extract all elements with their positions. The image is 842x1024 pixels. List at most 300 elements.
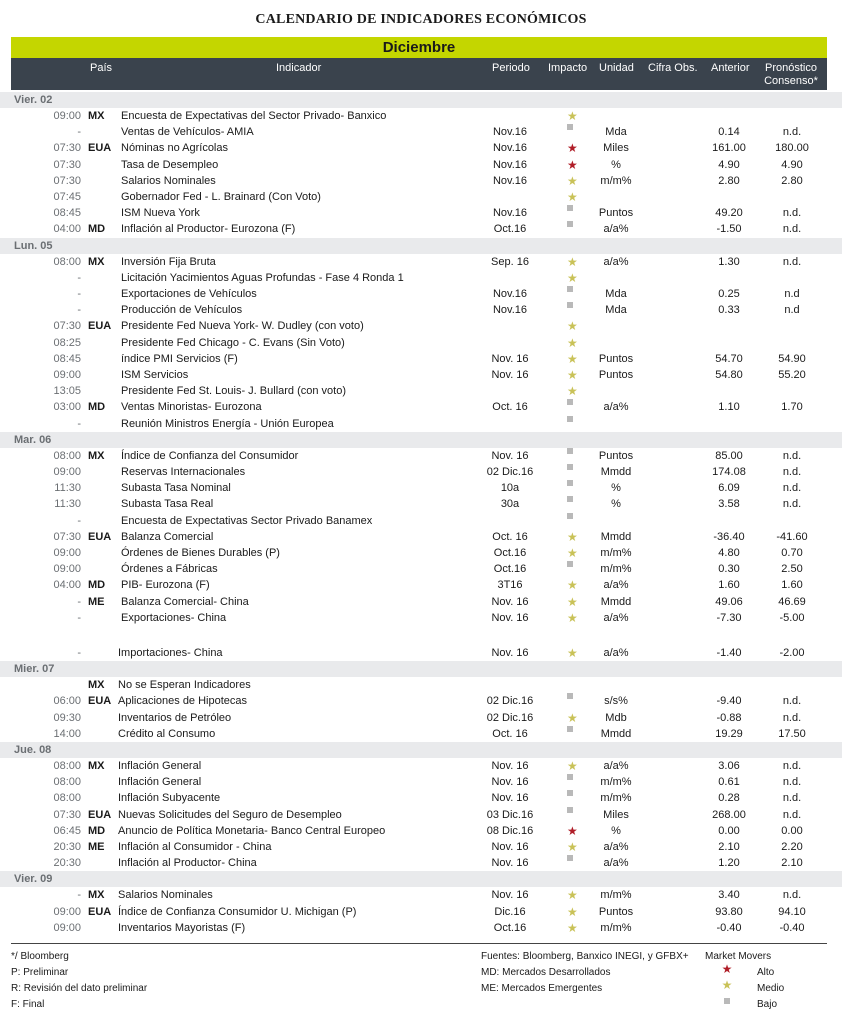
time-cell: 08:45 — [53, 352, 81, 365]
previous-cell: 6.09 — [718, 482, 740, 495]
period-cell: Dic.16 — [494, 905, 526, 918]
footer-md: MD: Mercados Desarrollados — [481, 967, 611, 978]
previous-cell: 3.06 — [718, 760, 740, 772]
time-cell: 09:00 — [53, 110, 81, 122]
unit-cell: % — [611, 498, 621, 511]
legend-low-square-icon — [720, 994, 734, 1008]
forecast-cell: n.d. — [782, 126, 802, 139]
unit-cell: Puntos — [598, 369, 634, 381]
time-cell: 13:05 — [53, 385, 81, 398]
table-row: 06:45 MD Anuncio de Política Monetaria- Banco Central Europeo 08 Dic.16 % 0.00 0.00 ★ — [0, 823, 842, 839]
day-header-row — [0, 742, 842, 758]
unit-cell: a/a% — [603, 647, 629, 659]
period-cell: Nov. 16 — [491, 352, 529, 365]
unit-cell: Mmdd — [600, 727, 632, 740]
previous-cell: -9.40 — [716, 695, 742, 708]
period-cell: 02 Dic.16 — [486, 711, 534, 724]
header-pronostico-line1: Pronóstico — [765, 62, 817, 74]
unit-cell: Mmdd — [600, 530, 632, 543]
unit-cell: % — [611, 158, 621, 171]
day-header-row — [0, 871, 842, 887]
period-cell: Nov. 16 — [491, 449, 529, 462]
time-cell: 20:30 — [53, 841, 81, 853]
period-cell: Nov. 16 — [491, 792, 529, 805]
table-row — [0, 302, 842, 318]
time-cell: - — [77, 288, 81, 300]
period-cell: Nov.16 — [492, 158, 528, 171]
previous-cell: -1.50 — [716, 223, 742, 236]
day-label: Mier. 07 — [14, 663, 55, 676]
period-cell: 03 Dic.16 — [486, 808, 534, 821]
period-cell: Nov.16 — [492, 174, 528, 187]
time-cell: - — [77, 595, 81, 608]
period-cell: 10a — [500, 482, 520, 495]
unit-cell: % — [611, 824, 621, 837]
indicator-cell: Inflación al Productor- Eurozona (F) — [121, 223, 296, 236]
period-cell: 02 Dic.16 — [486, 466, 534, 478]
table-row — [0, 448, 842, 464]
forecast-cell: n.d. — [782, 760, 802, 772]
period-cell: 30a — [500, 498, 520, 511]
day-label: Jue. 08 — [14, 744, 52, 756]
previous-cell: 0.33 — [718, 304, 740, 317]
country-cell: MD — [88, 579, 106, 592]
unit-cell: a/a% — [603, 760, 629, 772]
forecast-cell: n.d. — [782, 449, 802, 462]
indicator-cell: Tasa de Desempleo — [121, 158, 219, 171]
table-row — [0, 677, 842, 693]
footer-note-final: F: Final — [11, 999, 45, 1010]
time-cell: 03:00 — [53, 401, 81, 414]
forecast-cell: n.d. — [782, 792, 802, 805]
time-cell: 11:30 — [54, 482, 81, 495]
time-cell: 07:30 — [53, 530, 81, 543]
indicator-cell: Subasta Tasa Nominal — [121, 482, 231, 495]
table-row: - Exportaciones- China Nov. 16 a/a% -7.30 -5.00 ★ — [0, 610, 842, 626]
unit-cell: m/m% — [600, 174, 632, 187]
unit-cell: a/a% — [603, 255, 629, 268]
unit-cell: a/a% — [603, 841, 629, 853]
table-row: - MX Salarios Nominales Nov. 16 m/m% 3.40 n.d. ★ — [0, 887, 842, 903]
unit-cell: Puntos — [598, 207, 634, 220]
time-cell: 08:45 — [53, 207, 81, 220]
time-cell: 09:30 — [53, 711, 81, 724]
legend-title: Market Movers — [705, 951, 772, 962]
indicator-cell: Importaciones- China — [118, 647, 223, 659]
country-cell: MX — [88, 679, 105, 692]
previous-cell: 4.80 — [718, 547, 740, 559]
table-row: 09:00 Inventarios Mayoristas (F) Oct.16 m/m% -0.40 -0.40 ★ — [0, 920, 842, 936]
unit-cell: m/m% — [600, 547, 632, 559]
footer-note-preliminar: P: Preliminar — [11, 967, 69, 978]
country-cell: ME — [88, 595, 105, 608]
indicator-cell: Anuncio de Política Monetaria- Banco Central Europeo — [118, 824, 386, 837]
table-row: 07:30 Tasa de Desempleo Nov.16 % 4.90 4.90 ★ — [0, 157, 842, 173]
indicator-cell: Órdenes de Bienes Durables (P) — [121, 547, 280, 559]
header-unidad: Unidad — [599, 62, 634, 74]
time-cell: 08:00 — [53, 792, 81, 805]
month-banner: Diciembre — [11, 37, 827, 58]
indicator-cell: Exportaciones de Vehículos — [121, 288, 257, 300]
forecast-cell: 180.00 — [775, 142, 809, 155]
country-cell: MX — [88, 110, 105, 122]
forecast-cell: 55.20 — [778, 369, 806, 381]
time-cell: 08:00 — [53, 255, 81, 268]
day-header-row — [0, 432, 842, 448]
indicator-cell: Inflación General — [118, 760, 202, 772]
header-pronostico — [761, 62, 821, 88]
period-cell: 08 Dic.16 — [486, 824, 534, 837]
legend-high-star-icon: ★ — [721, 962, 733, 976]
previous-cell: -0.40 — [716, 921, 742, 934]
indicator-cell: Salarios Nominales — [118, 889, 213, 902]
table-row: 07:30 Salarios Nominales Nov.16 m/m% 2.80 2.80 ★ — [0, 173, 842, 189]
unit-cell: Puntos — [598, 352, 634, 365]
page-title: CALENDARIO DE INDICADORES ECONÓMICOS — [255, 12, 587, 27]
forecast-cell: n.d. — [782, 207, 802, 220]
table-row — [0, 561, 842, 577]
forecast-cell: n.d. — [782, 482, 802, 495]
forecast-cell: 46.69 — [778, 595, 806, 608]
time-cell: - — [77, 271, 81, 284]
indicator-cell: Inflación al Consumidor - China — [118, 841, 272, 853]
previous-cell: 54.70 — [715, 352, 743, 365]
previous-cell: -36.40 — [713, 530, 745, 543]
indicator-cell: Presidente Fed St. Louis- J. Bullard (con voto) — [121, 385, 346, 398]
table-row: 09:00 Órdenes de Bienes Durables (P) Oct.16 m/m% 4.80 0.70 ★ — [0, 545, 842, 561]
time-cell: - — [77, 304, 81, 317]
footer-sources: Fuentes: Bloomberg, Banxico INEGI, y GFBX+ — [481, 951, 689, 962]
time-cell: 20:30 — [53, 857, 81, 870]
forecast-cell: 4.90 — [781, 158, 803, 171]
indicator-cell: Exportaciones- China — [121, 611, 227, 624]
unit-cell: m/m% — [600, 792, 632, 805]
table-row — [0, 807, 842, 823]
forecast-cell: -2.00 — [779, 647, 805, 659]
unit-cell: Puntos — [598, 449, 634, 462]
day-header-row — [0, 92, 842, 108]
period-cell: Nov. 16 — [491, 857, 529, 870]
country-cell: ME — [88, 841, 105, 853]
table-row — [0, 399, 842, 415]
previous-cell: 3.40 — [718, 889, 740, 902]
table-row: 08:00 MX Inflación General Nov. 16 a/a% 3.06 n.d. ★ — [0, 758, 842, 774]
indicator-cell: ISM Nueva York — [121, 207, 200, 220]
footer-me: ME: Mercados Emergentes — [481, 983, 603, 994]
country-cell: EUA — [88, 142, 112, 155]
forecast-cell: 2.80 — [781, 174, 803, 187]
time-cell: 11:30 — [54, 498, 81, 511]
table-row: 13:05 Presidente Fed St. Louis- J. Bullard (con voto) ★ — [0, 383, 842, 399]
forecast-cell: n.d. — [782, 695, 802, 708]
indicator-cell: Encuesta de Expectativas Sector Privado Banamex — [121, 514, 373, 527]
forecast-cell: n.d — [784, 288, 800, 300]
table-row — [0, 513, 842, 529]
table-row: 20:30 ME Inflación al Consumidor - China Nov. 16 a/a% 2.10 2.20 ★ — [0, 839, 842, 855]
forecast-cell: n.d. — [782, 255, 802, 268]
day-label: Lun. 05 — [14, 239, 53, 252]
time-cell: 06:00 — [53, 695, 81, 708]
table-row: 08:00 MX Inversión Fija Bruta Sep. 16 a/a% 1.30 n.d. ★ — [0, 254, 842, 270]
unit-cell: Mda — [605, 304, 627, 317]
table-row — [0, 124, 842, 140]
table-row — [0, 693, 842, 709]
unit-cell: m/m% — [600, 563, 632, 576]
period-cell: Nov. 16 — [491, 760, 529, 772]
unit-cell: Mmdd — [600, 466, 632, 478]
time-cell: 07:30 — [53, 174, 81, 187]
header-anterior: Anterior — [711, 62, 750, 74]
forecast-cell: n.d. — [782, 466, 802, 478]
table-row: 07:30 EUA Presidente Fed Nueva York- W. Dudley (con voto) ★ — [0, 318, 842, 334]
period-cell: Nov.16 — [492, 126, 528, 139]
time-cell: - — [77, 126, 81, 139]
indicator-cell: Reservas Internacionales — [121, 466, 246, 478]
time-cell: 09:00 — [53, 905, 81, 918]
indicator-cell: Inflación General — [118, 776, 202, 789]
time-cell: - — [77, 647, 81, 659]
period-cell: Oct. 16 — [492, 530, 528, 543]
time-cell: - — [77, 417, 81, 430]
day-label: Vier. 02 — [14, 94, 53, 106]
period-cell: Nov.16 — [492, 288, 528, 300]
forecast-cell: 2.20 — [781, 841, 803, 853]
forecast-cell: n.d. — [782, 808, 802, 821]
indicator-cell: Presidente Fed Nueva York- W. Dudley (con voto) — [121, 320, 364, 333]
indicator-cell: Nóminas no Agrícolas — [121, 142, 228, 155]
period-cell: Sep. 16 — [491, 255, 529, 268]
time-cell: 07:30 — [53, 142, 81, 155]
table-row — [0, 205, 842, 221]
indicator-cell: Balanza Comercial- China — [121, 595, 249, 608]
forecast-cell: -41.60 — [776, 530, 808, 543]
day-label: Mar. 06 — [14, 433, 52, 446]
table-row: 07:45 Gobernador Fed - L. Brainard (Con Voto) ★ — [0, 189, 842, 205]
country-cell: MD — [88, 223, 106, 236]
forecast-cell: 2.50 — [781, 563, 803, 576]
forecast-cell: 54.90 — [778, 352, 806, 365]
time-cell: 07:45 — [53, 191, 81, 203]
unit-cell: a/a% — [603, 223, 629, 236]
forecast-cell: 1.70 — [781, 401, 803, 414]
unit-cell: a/a% — [603, 611, 629, 624]
previous-cell: 3.58 — [718, 498, 740, 511]
unit-cell: Puntos — [598, 905, 634, 918]
previous-cell: 1.20 — [718, 857, 740, 870]
unit-cell: m/m% — [600, 889, 632, 902]
unit-cell: a/a% — [603, 857, 629, 870]
previous-cell: 1.30 — [718, 255, 740, 268]
unit-cell: Mda — [605, 288, 627, 300]
table-row — [0, 464, 842, 480]
header-periodo: Periodo — [492, 62, 530, 74]
table-row — [0, 790, 842, 806]
indicator-cell: Encuesta de Expectativas del Sector Privado- Banxico — [121, 110, 387, 122]
table-row — [0, 416, 842, 432]
footer-note-revision: R: Revisión del dato preliminar — [11, 983, 148, 994]
footer-note-bloomberg: */ Bloomberg — [11, 951, 69, 962]
time-cell: 06:45 — [53, 824, 81, 837]
period-cell: Oct.16 — [493, 921, 527, 934]
table-row: 09:30 Inventarios de Petróleo 02 Dic.16 Mdb -0.88 n.d. ★ — [0, 710, 842, 726]
unit-cell: a/a% — [603, 401, 629, 414]
indicator-cell: Nuevas Solicitudes del Seguro de Desempleo — [118, 808, 342, 821]
period-cell: Nov. 16 — [491, 647, 529, 659]
indicator-cell: Inversión Fija Bruta — [121, 255, 216, 268]
time-cell: 14:00 — [53, 727, 81, 740]
previous-cell: 54.80 — [715, 369, 743, 381]
period-cell: Nov. 16 — [491, 611, 529, 624]
time-cell: - — [77, 889, 81, 902]
time-cell: 08:00 — [53, 776, 81, 789]
country-cell: EUA — [88, 695, 112, 708]
time-cell: 09:00 — [53, 921, 81, 934]
previous-cell: 268.00 — [712, 808, 746, 821]
country-cell: MD — [88, 824, 106, 837]
period-cell: Oct. 16 — [492, 727, 528, 740]
period-cell: Nov. 16 — [491, 889, 529, 902]
period-cell: Nov. 16 — [491, 369, 529, 381]
period-cell: Oct. 16 — [492, 401, 528, 414]
country-cell: MX — [88, 889, 105, 902]
table-row — [0, 855, 842, 871]
time-cell: - — [77, 611, 81, 624]
forecast-cell: 17.50 — [778, 727, 806, 740]
time-cell: 04:00 — [53, 579, 81, 592]
table-row — [0, 480, 842, 496]
previous-cell: 0.30 — [718, 563, 740, 576]
previous-cell: 1.10 — [718, 401, 740, 414]
forecast-cell: n.d. — [782, 776, 802, 789]
unit-cell: m/m% — [600, 921, 632, 934]
legend-alto: Alto — [757, 967, 775, 978]
table-row — [0, 286, 842, 302]
header-impacto: Impacto — [548, 62, 588, 74]
previous-cell: 93.80 — [715, 905, 743, 918]
forecast-cell: 0.00 — [781, 824, 803, 837]
time-cell: 09:00 — [53, 563, 81, 576]
unit-cell: a/a% — [603, 579, 629, 592]
previous-cell: -1.40 — [716, 647, 742, 659]
previous-cell: 174.08 — [712, 466, 746, 478]
period-cell: 02 Dic.16 — [486, 695, 534, 708]
unit-cell: m/m% — [600, 776, 632, 789]
indicator-cell: Gobernador Fed - L. Brainard (Con Voto) — [121, 191, 321, 203]
time-cell: - — [77, 514, 81, 527]
previous-cell: 49.20 — [715, 207, 743, 220]
table-row — [0, 496, 842, 512]
forecast-cell: n.d. — [782, 498, 802, 511]
table-row: - Importaciones- China Nov. 16 a/a% -1.40 -2.00 ★ — [0, 645, 842, 661]
day-header-row — [0, 661, 842, 677]
previous-cell: -0.88 — [716, 711, 742, 724]
time-cell: 08:25 — [53, 336, 81, 349]
indicator-cell: Reunión Ministros Energía - Unión Europea — [121, 417, 334, 430]
unit-cell: Mdb — [605, 711, 627, 724]
table-row: 07:30 EUA Balanza Comercial Oct. 16 Mmdd -36.40 -41.60 ★ — [0, 529, 842, 545]
forecast-cell: n.d — [784, 304, 800, 317]
indicator-cell: Ventas de Vehículos- AMIA — [121, 126, 254, 139]
day-header-row — [0, 238, 842, 254]
table-row: 04:00 MD PIB- Eurozona (F) 3T16 a/a% 1.60 1.60 ★ — [0, 577, 842, 593]
country-cell: MX — [88, 760, 105, 772]
indicator-cell: Aplicaciones de Hipotecas — [118, 695, 248, 708]
table-row: 09:00 MX Encuesta de Expectativas del Sector Privado- Banxico ★ — [0, 108, 842, 124]
indicator-cell: No se Esperan Indicadores — [118, 679, 251, 692]
forecast-cell: n.d. — [782, 889, 802, 902]
time-cell: 08:00 — [53, 449, 81, 462]
previous-cell: 0.25 — [718, 288, 740, 300]
previous-cell: 161.00 — [712, 142, 746, 155]
period-cell: 3T16 — [497, 579, 523, 592]
time-cell: 09:00 — [53, 369, 81, 381]
header-indicador: Indicador — [276, 62, 322, 74]
indicator-cell: Inventarios de Petróleo — [118, 711, 232, 724]
indicator-cell: índice PMI Servicios (F) — [121, 352, 238, 365]
period-cell: Nov.16 — [492, 142, 528, 155]
previous-cell: -7.30 — [716, 611, 742, 624]
day-label: Vier. 09 — [14, 873, 53, 886]
period-cell: Oct.16 — [493, 547, 527, 559]
legend-medium-star-icon: ★ — [721, 978, 733, 992]
table-row: 08:45 índice PMI Servicios (F) Nov. 16 Puntos 54.70 54.90 ★ — [0, 351, 842, 367]
table-row — [0, 726, 842, 742]
time-cell: 09:00 — [53, 547, 81, 559]
indicator-cell: Balanza Comercial — [121, 530, 214, 543]
country-cell: EUA — [88, 905, 112, 918]
forecast-cell: 94.10 — [778, 905, 806, 918]
unit-cell: s/s% — [604, 695, 628, 708]
country-cell: MX — [88, 449, 105, 462]
legend-medio: Medio — [757, 983, 785, 994]
indicator-cell: Índice de Confianza Consumidor U. Michigan (P) — [118, 905, 357, 918]
indicator-cell: Licitación Yacimientos Aguas Profundas - Fase 4 Ronda 1 — [121, 271, 404, 284]
country-cell: EUA — [88, 530, 112, 543]
previous-cell: 2.80 — [718, 174, 740, 187]
table-row: 09:00 ISM Servicios Nov. 16 Puntos 54.80 55.20 ★ — [0, 367, 842, 383]
indicator-cell: Ventas Minoristas- Eurozona — [121, 401, 262, 414]
period-cell: Nov. 16 — [491, 776, 529, 789]
indicator-cell: Inflación al Productor- China — [118, 857, 257, 870]
period-cell: Nov.16 — [492, 304, 528, 317]
previous-cell: 19.29 — [715, 727, 743, 740]
forecast-cell: 2.10 — [781, 857, 803, 870]
unit-cell: Mda — [605, 126, 627, 139]
time-cell: 08:00 — [53, 760, 81, 772]
indicator-cell: PIB- Eurozona (F) — [121, 579, 210, 592]
time-cell: 04:00 — [53, 223, 81, 236]
legend-bajo: Bajo — [757, 999, 778, 1010]
previous-cell: 2.10 — [718, 841, 740, 853]
time-cell: 07:30 — [53, 808, 81, 821]
indicator-cell: Presidente Fed Chicago - C. Evans (Sin Voto) — [121, 336, 345, 349]
forecast-cell: n.d. — [782, 223, 802, 236]
table-row: - Licitación Yacimientos Aguas Profundas - Fase 4 Ronda 1 ★ — [0, 270, 842, 286]
unit-cell: Miles — [603, 808, 629, 821]
table-row: 08:25 Presidente Fed Chicago - C. Evans (Sin Voto) ★ — [0, 335, 842, 351]
unit-cell: Mmdd — [600, 595, 632, 608]
table-row: - ME Balanza Comercial- China Nov. 16 Mmdd 49.06 46.69 ★ — [0, 594, 842, 610]
indicator-cell: Inflación Subyacente — [118, 792, 221, 805]
period-cell: Oct.16 — [493, 223, 527, 236]
table-row: 09:00 EUA Índice de Confianza Consumidor U. Michigan (P) Dic.16 Puntos 93.80 94.10 ★ — [0, 904, 842, 920]
previous-cell: 85.00 — [715, 449, 743, 462]
forecast-cell: n.d. — [782, 711, 802, 724]
forecast-cell: -0.40 — [779, 921, 805, 934]
country-cell: EUA — [88, 320, 112, 333]
forecast-cell: -5.00 — [779, 611, 805, 624]
indicator-cell: Inventarios Mayoristas (F) — [118, 921, 246, 934]
